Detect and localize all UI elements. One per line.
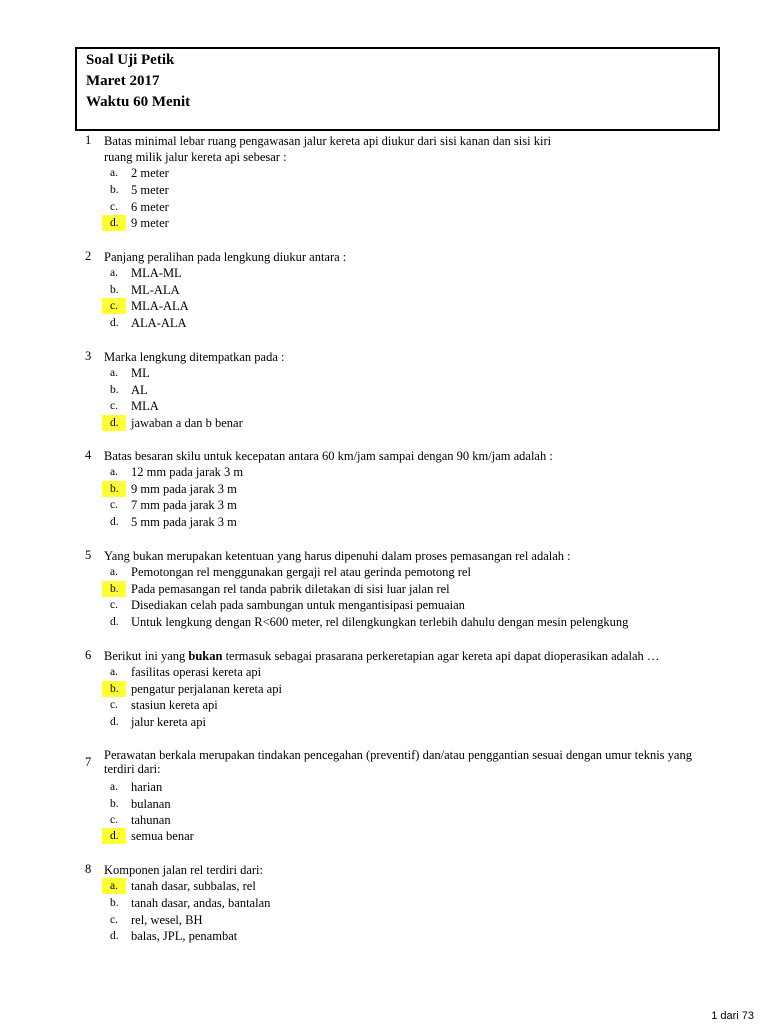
- option-text: MLA: [131, 399, 159, 413]
- option-letter: b.: [110, 897, 119, 909]
- option-c[interactable]: [0, 298, 768, 314]
- question-number: 7: [85, 755, 92, 769]
- answer-highlight: b.: [102, 481, 126, 497]
- option-c[interactable]: [0, 912, 768, 928]
- option-text: Pemotongan rel menggunakan gergaji rel atau gerinda pemotong rel: [131, 565, 471, 579]
- option-text: AL: [131, 383, 148, 397]
- option-text: Pada pemasangan rel tanda pabrik diletakan di sisi luar jalan rel: [131, 582, 450, 596]
- option-text: ML: [131, 366, 150, 380]
- option-b[interactable]: [0, 282, 768, 298]
- option-c[interactable]: [0, 497, 768, 513]
- option-a[interactable]: [0, 365, 768, 381]
- option-a[interactable]: [0, 779, 768, 795]
- header-title: Soal Uji Petik: [86, 52, 175, 68]
- option-text: tahunan: [131, 813, 171, 827]
- option-text: Untuk lengkung dengan R<600 meter, rel dilengkungkan terlebih dahulu dengan mesin pelengkung: [131, 615, 629, 629]
- question-text: Komponen jalan rel terdiri dari:: [104, 863, 263, 877]
- question-number: 3: [85, 349, 92, 363]
- option-letter: d.: [110, 317, 119, 329]
- option-c[interactable]: [0, 398, 768, 414]
- option-text: stasiun kereta api: [131, 698, 218, 712]
- option-d[interactable]: [0, 514, 768, 530]
- header-date: Maret 2017: [86, 73, 160, 89]
- option-text: 2 meter: [131, 166, 169, 180]
- option-text: harian: [131, 780, 163, 794]
- question-text: Panjang peralihan pada lengkung diukur antara :: [104, 250, 347, 264]
- option-d[interactable]: [0, 614, 768, 630]
- option-letter: b.: [110, 184, 119, 196]
- option-a[interactable]: [0, 464, 768, 480]
- option-b[interactable]: [0, 895, 768, 911]
- page-number: 1 dari 73: [711, 1010, 754, 1022]
- option-letter: c.: [110, 201, 118, 213]
- option-text: 7 mm pada jarak 3 m: [131, 498, 237, 512]
- option-text: 6 meter: [131, 200, 169, 214]
- header-duration: Waktu 60 Menit: [86, 94, 191, 110]
- option-a[interactable]: [0, 165, 768, 181]
- question-number: 2: [85, 249, 92, 263]
- option-c[interactable]: [0, 812, 768, 828]
- option-letter: a.: [110, 566, 118, 578]
- option-text: 12 mm pada jarak 3 m: [131, 465, 244, 479]
- option-text: Disediakan celah pada sambungan untuk mengantisipasi pemuaian: [131, 598, 465, 612]
- answer-highlight: d.: [102, 415, 126, 431]
- option-letter: a.: [110, 466, 118, 478]
- option-c[interactable]: [0, 697, 768, 713]
- option-letter: c.: [110, 499, 118, 511]
- header-box: [75, 47, 720, 131]
- option-text: semua benar: [131, 829, 194, 843]
- option-text: fasilitas operasi kereta api: [131, 665, 262, 679]
- option-a[interactable]: [0, 265, 768, 281]
- option-d[interactable]: [0, 215, 768, 231]
- option-b[interactable]: [0, 182, 768, 198]
- option-text: tanah dasar, andas, bantalan: [131, 896, 271, 910]
- option-d[interactable]: [0, 714, 768, 730]
- option-d[interactable]: [0, 415, 768, 431]
- question-text-emphasis: bukan: [188, 649, 223, 663]
- option-letter: a.: [110, 167, 118, 179]
- option-letter: c.: [110, 814, 118, 826]
- option-letter: c.: [110, 599, 118, 611]
- option-c[interactable]: [0, 597, 768, 613]
- option-text: balas, JPL, penambat: [131, 929, 238, 943]
- option-text: 9 meter: [131, 216, 169, 230]
- question-text-cont: ruang milik jalur kereta api sebesar :: [104, 150, 287, 164]
- option-d[interactable]: [0, 828, 768, 844]
- option-text: tanah dasar, subbalas, rel: [131, 879, 256, 893]
- option-text: pengatur perjalanan kereta api: [131, 682, 282, 696]
- question-number: 8: [85, 862, 92, 876]
- option-text: jalur kereta api: [131, 715, 206, 729]
- answer-highlight: d.: [102, 215, 126, 231]
- option-text: 5 meter: [131, 183, 169, 197]
- answer-highlight: b.: [102, 681, 126, 697]
- option-text: 9 mm pada jarak 3 m: [131, 482, 237, 496]
- question-text-cont: terdiri dari:: [104, 762, 161, 776]
- question-number: 6: [85, 648, 92, 662]
- answer-highlight: b.: [102, 581, 126, 597]
- option-b[interactable]: [0, 581, 768, 597]
- option-letter: a.: [110, 781, 118, 793]
- answer-highlight: c.: [102, 298, 126, 314]
- answer-highlight: d.: [102, 828, 126, 844]
- option-letter: d.: [110, 616, 119, 628]
- option-letter: a.: [110, 666, 118, 678]
- option-b[interactable]: [0, 481, 768, 497]
- question-text: Batas minimal lebar ruang pengawasan jalur kereta api diukur dari sisi kanan dan sisi kiri: [104, 134, 552, 148]
- option-text: bulanan: [131, 797, 171, 811]
- option-text: MLA-ALA: [131, 299, 189, 313]
- option-letter: d.: [110, 930, 119, 942]
- option-text: 5 mm pada jarak 3 m: [131, 515, 237, 529]
- answer-highlight: a.: [102, 878, 126, 894]
- question-text: Batas besaran skilu untuk kecepatan antara 60 km/jam sampai dengan 90 km/jam adalah :: [104, 449, 553, 463]
- option-text: ALA-ALA: [131, 316, 187, 330]
- option-letter: c.: [110, 914, 118, 926]
- option-b[interactable]: [0, 681, 768, 697]
- option-letter: a.: [110, 367, 118, 379]
- option-letter: d.: [110, 716, 119, 728]
- option-letter: b.: [110, 284, 119, 296]
- option-a[interactable]: [0, 564, 768, 580]
- option-letter: c.: [110, 400, 118, 412]
- option-a[interactable]: [0, 664, 768, 680]
- question-number: 4: [85, 448, 92, 462]
- option-b[interactable]: [0, 796, 768, 812]
- option-text: rel, wesel, BH: [131, 913, 203, 927]
- question-text-pre: Berikut ini yang: [104, 649, 189, 663]
- question-text-post: termasuk sebagai prasarana perkeretapian agar kereta api dapat dioperasikan adalah …: [222, 649, 660, 663]
- question-text: Perawatan berkala merupakan tindakan pencegahan (preventif) dan/atau penggantian sesuai dengan umur teknis yang: [104, 748, 692, 762]
- option-letter: c.: [110, 699, 118, 711]
- question-text: Marka lengkung ditempatkan pada :: [104, 350, 285, 364]
- question-text: [104, 648, 719, 664]
- question-number: 1: [85, 133, 92, 147]
- question-text: Yang bukan merupakan ketentuan yang harus dipenuhi dalam proses pemasangan rel adalah :: [104, 549, 571, 563]
- option-text: MLA-ML: [131, 266, 182, 280]
- option-d[interactable]: [0, 928, 768, 944]
- option-letter: a.: [110, 267, 118, 279]
- option-letter: d.: [110, 516, 119, 528]
- question-number: 5: [85, 548, 92, 562]
- option-text: jawaban a dan b benar: [131, 416, 243, 430]
- option-text: ML-ALA: [131, 283, 180, 297]
- option-b[interactable]: [0, 382, 768, 398]
- option-letter: b.: [110, 384, 119, 396]
- option-d[interactable]: [0, 315, 768, 331]
- option-letter: b.: [110, 798, 119, 810]
- option-a[interactable]: [0, 878, 768, 894]
- option-c[interactable]: [0, 199, 768, 215]
